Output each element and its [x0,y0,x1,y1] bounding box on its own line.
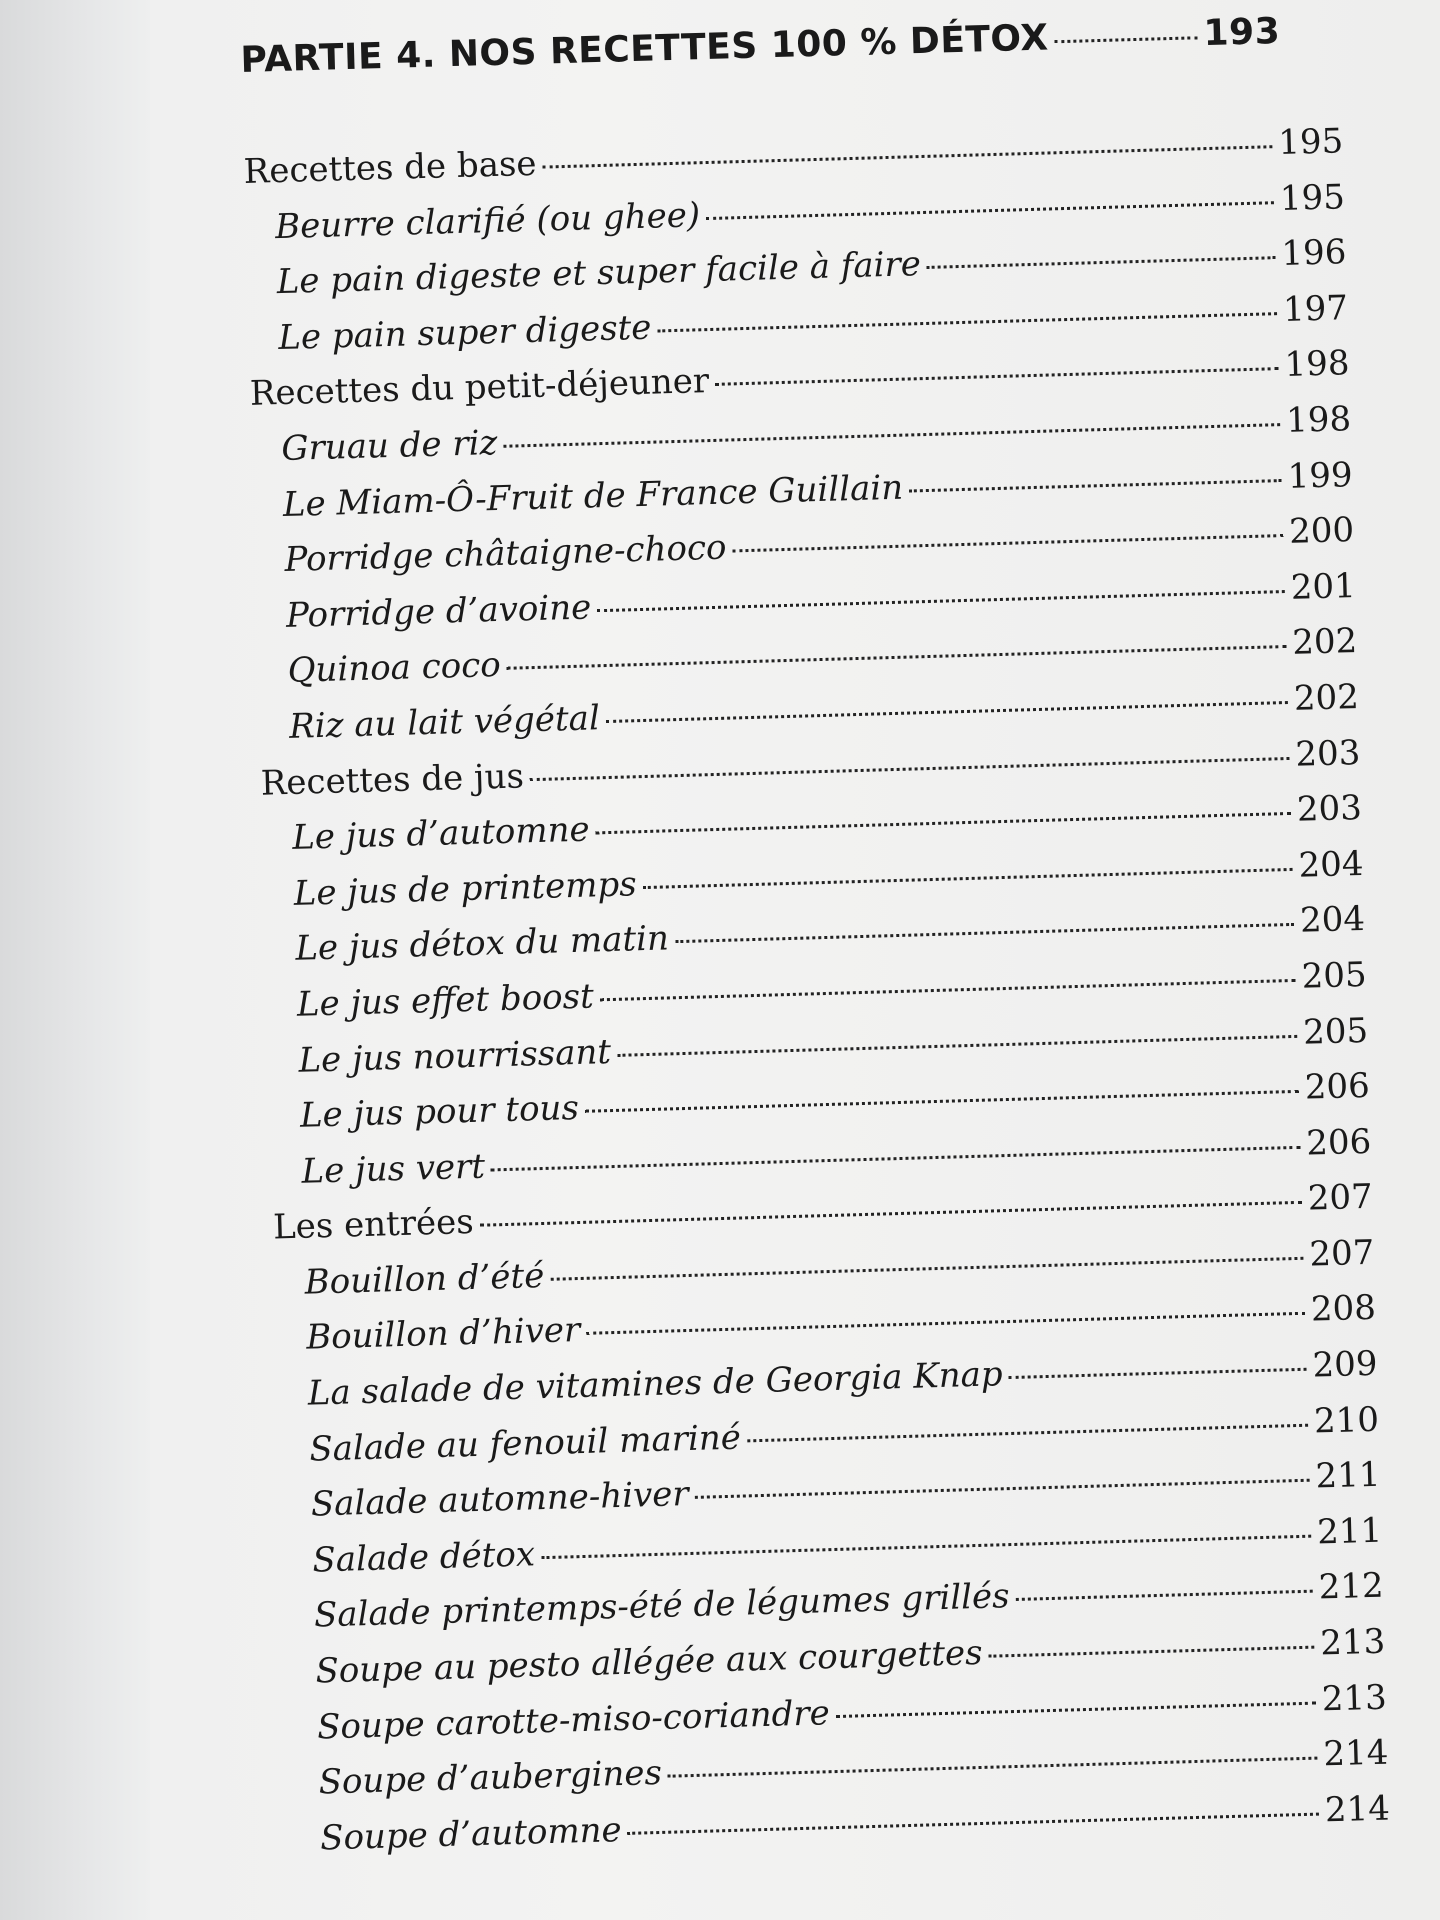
entry-label: Le Miam-Ô-Fruit de France Guillain [282,467,904,525]
entry-label: Le jus de printemps [293,863,638,914]
entry-label: Recettes de base [243,143,538,192]
entry-label: Le pain super digeste [277,307,652,358]
leader-dots [715,368,1279,387]
entry-page-number: 202 [1291,621,1358,664]
entry-label: Le jus nourrissant [297,1031,612,1081]
entry-label: Le jus d’automne [291,809,591,858]
leader-dots [1016,1590,1313,1601]
entry-page-number: 204 [1297,843,1364,886]
entry-label: Recettes de jus [260,755,525,804]
entry-page-number: 214 [1322,1732,1389,1775]
leader-dots [491,1146,1300,1172]
entry-label: Le jus détox du matin [294,918,670,970]
entry-page-number: 206 [1305,1121,1372,1164]
entry-label: Soupe au pesto allégée aux courgettes [315,1632,984,1692]
leader-dots [732,534,1283,552]
leader-dots [1055,36,1198,43]
leader-dots [541,1535,1311,1560]
entry-page-number: 195 [1277,121,1344,164]
part-title: PARTIE 4. NOS RECETTES 100 % DÉTOX [240,17,1050,81]
part-heading [240,9,1342,112]
entry-page-number: 196 [1280,232,1347,275]
entry-label: Bouillon d’hiver [305,1310,581,1359]
leader-dots [600,979,1296,1001]
leader-dots [606,701,1288,723]
entry-page-number: 198 [1285,399,1352,441]
entry-page-number: 200 [1288,510,1355,553]
leader-dots [550,1257,1303,1281]
entry-page-number: 210 [1313,1399,1380,1442]
entry-label: Bouillon d’été [304,1255,545,1303]
entry-label: Riz au lait végétal [288,698,601,747]
leader-dots [597,590,1285,612]
entry-label: Quinoa coco [287,645,502,692]
leader-dots [628,1812,1319,1834]
entry-page-number: 213 [1321,1677,1388,1720]
entry-page-number: 198 [1284,343,1351,386]
leader-dots [596,812,1292,834]
entry-label: Le jus pour tous [299,1088,580,1136]
leader-dots [747,1423,1308,1442]
leader-dots [706,201,1274,220]
entry-label: Le jus effet boost [296,976,595,1025]
entry-label: La salade de vitamines de Georgia Knap [307,1354,1004,1414]
entry-page-number: 211 [1315,1454,1382,1497]
leader-dots [836,1701,1316,1717]
entry-label: Soupe d’aubergines [318,1753,663,1803]
entry-label: Salade automne-hiver [310,1474,690,1525]
entry-page-number: 204 [1299,899,1366,942]
entry-page-number: 195 [1279,176,1346,219]
leader-dots [927,256,1276,269]
leader-dots [507,645,1287,670]
entry-label: Beurre clarifié (ou ghee) [274,194,701,247]
leader-dots [503,423,1280,448]
leader-dots [643,868,1293,889]
entry-page-number: 207 [1307,1177,1374,1219]
entry-label: Porridge d’avoine [285,587,592,636]
entry-page-number: 207 [1308,1232,1375,1275]
entry-label: Gruau de riz [280,422,498,469]
leader-dots [617,1034,1297,1056]
entry-label: Salade au fenouil mariné [308,1417,742,1470]
leader-dots [1009,1368,1307,1379]
entry-label: Salade printemps-été de légumes grillés [313,1576,1011,1636]
leader-dots [657,312,1277,332]
entry-label: Les entrées [272,1202,475,1248]
leader-dots [675,923,1294,943]
leader-dots [530,757,1290,781]
entry-page-number: 201 [1290,565,1357,608]
entry-label: Soupe carotte-miso-coriandre [316,1692,831,1748]
entry-page-number: 205 [1301,954,1368,997]
entry-label: Soupe d’automne [319,1809,623,1859]
entry-page-number: 211 [1316,1510,1383,1553]
entry-label: Salade détox [311,1534,536,1581]
entry-page-number: 209 [1311,1343,1378,1386]
entry-page-number: 197 [1282,287,1349,330]
leader-dots [585,1090,1299,1113]
leader-dots [668,1757,1318,1778]
entry-page-number: 213 [1319,1621,1386,1664]
entry-page-number: 205 [1302,1010,1369,1053]
leader-dots [543,145,1273,168]
entry-label: Le jus vert [301,1146,486,1192]
leader-dots [989,1646,1315,1658]
leader-dots [480,1201,1302,1227]
leader-dots [586,1312,1305,1335]
entry-page-number: 203 [1294,732,1361,775]
table-of-contents [240,9,1391,1874]
part-page-number: 193 [1202,10,1281,55]
entry-page-number: 199 [1287,454,1354,497]
entry-page-number: 208 [1310,1288,1377,1331]
entry-label: Porridge châtaigne-choco [283,527,727,581]
leader-dots [695,1479,1310,1499]
entry-page-number: 202 [1293,676,1360,719]
page-gutter [0,0,150,1920]
entry-label: Le pain digeste et super facile à faire [276,244,922,303]
entry-page-number: 206 [1304,1065,1371,1108]
entry-page-number: 212 [1318,1566,1385,1608]
entry-page-number: 203 [1296,788,1363,830]
toc-entries [243,121,1391,1874]
entry-label: Recettes du petit-déjeuner [249,361,710,415]
entry-page-number: 214 [1324,1788,1391,1831]
leader-dots [909,479,1282,492]
